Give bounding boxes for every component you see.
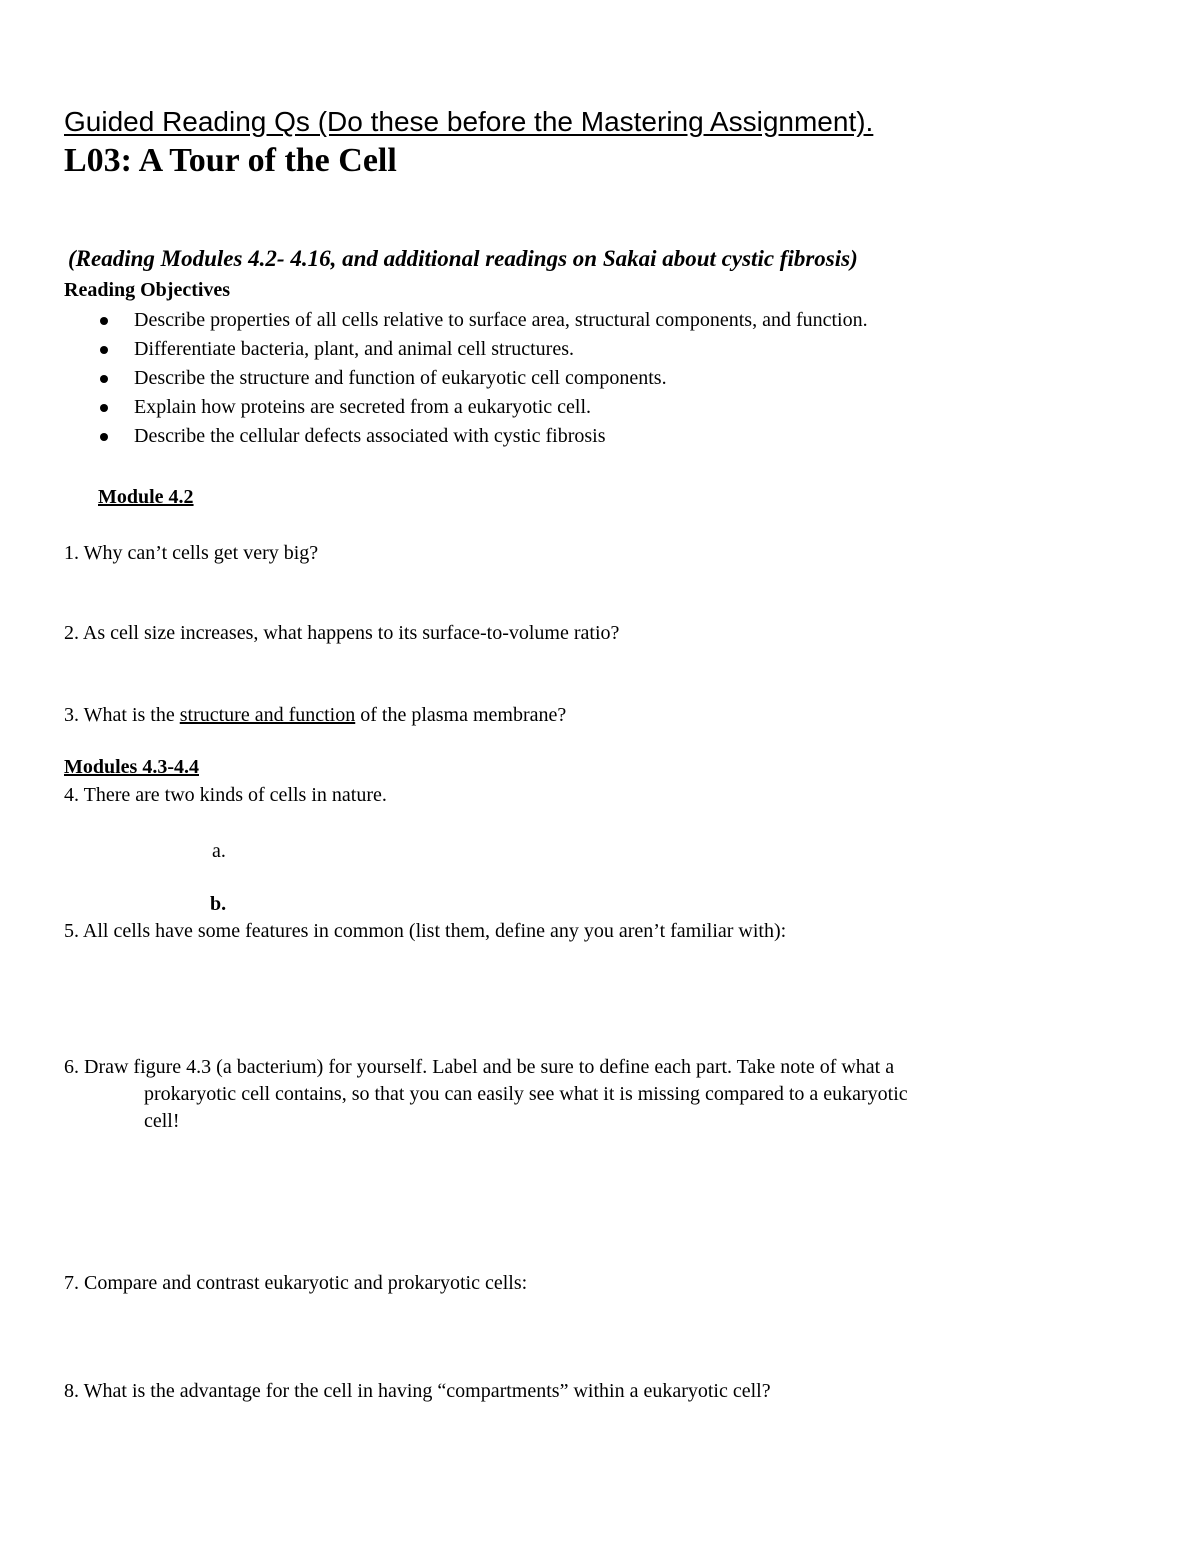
modules-4-3-4-4-heading: Modules 4.3-4.4 <box>64 756 199 778</box>
bullet-icon <box>100 433 108 441</box>
question-3: 3. What is the structure and function of the plasma membrane? <box>64 704 567 726</box>
list-item: Describe the structure and function of eukaryotic cell components. <box>98 367 868 396</box>
question-5: 5. All cells have some features in common (list them, define any you aren’t familiar with): <box>64 920 787 942</box>
question-2: 2. As cell size increases, what happens to its surface-to-volume ratio? <box>64 622 620 644</box>
objectives-heading: Reading Objectives <box>64 279 231 301</box>
question-4b-label: b. <box>210 893 227 915</box>
guided-reading-heading: Guided Reading Qs (Do these before the Mastering Assignment). <box>64 106 874 137</box>
bullet-icon <box>100 375 108 383</box>
question-7: 7. Compare and contrast eukaryotic and prokaryotic cells: <box>64 1272 528 1294</box>
question-8: 8. What is the advantage for the cell in having “compartments” within a eukaryotic cell? <box>64 1380 771 1402</box>
bullet-icon <box>100 404 108 412</box>
list-item: Describe the cellular defects associated with cystic fibrosis <box>98 425 868 454</box>
bullet-icon <box>100 346 108 354</box>
reading-assignment: (Reading Modules 4.2- 4.16, and additional readings on Sakai about cystic fibrosis) <box>68 246 858 271</box>
question-6: 6. Draw figure 4.3 (a bacterium) for yourself. Label and be sure to define each part. Take note of what a prokaryotic cell contains, so that you can easily see what it is missing compared to a eukaryotic cell! <box>64 1056 908 1132</box>
page-title: L03: A Tour of the Cell <box>64 142 397 179</box>
question-4: 4. There are two kinds of cells in nature. <box>64 784 387 806</box>
list-item: Describe properties of all cells relative to surface area, structural components, and function. <box>98 309 868 338</box>
objectives-list <box>98 309 868 454</box>
bullet-icon <box>100 317 108 325</box>
question-4a-label: a. <box>212 840 226 862</box>
list-item: Differentiate bacteria, plant, and animal cell structures. <box>98 338 868 367</box>
list-item: Explain how proteins are secreted from a eukaryotic cell. <box>98 396 868 425</box>
module-4-2-heading: Module 4.2 <box>98 486 194 508</box>
question-1: 1. Why can’t cells get very big? <box>64 542 319 564</box>
